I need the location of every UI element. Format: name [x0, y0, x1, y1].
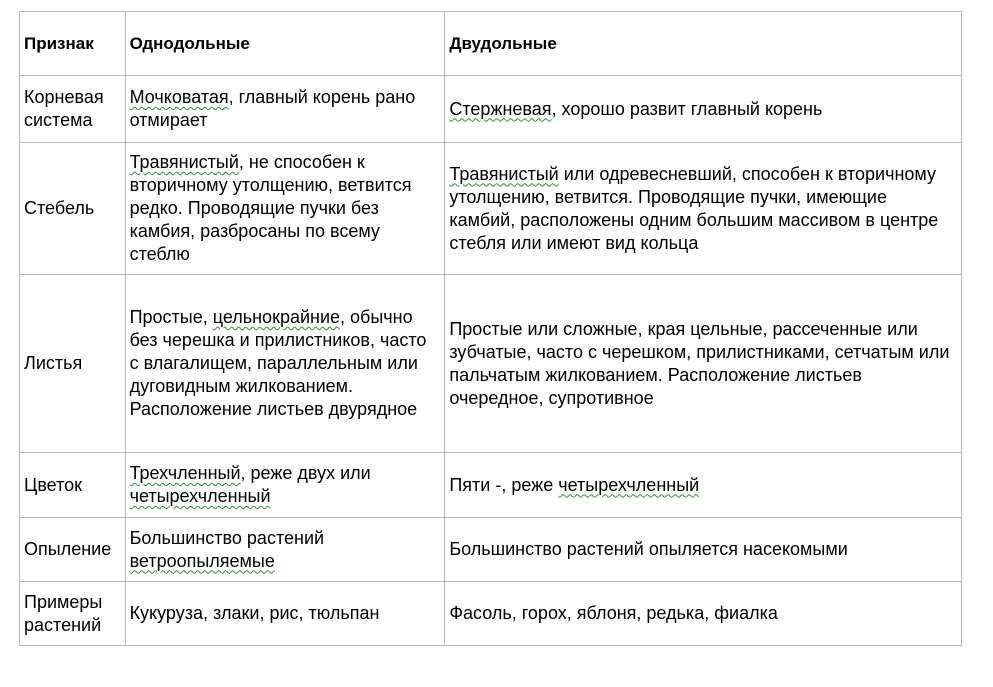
- spell-mark: четырехчленный: [558, 474, 700, 495]
- spell-mark: Мочковатая: [129, 87, 229, 107]
- dicot-cell: [445, 453, 962, 518]
- dicot-cell: [445, 143, 962, 275]
- spell-mark: Травянистый: [129, 152, 239, 172]
- spell-mark: цельнокрайние: [212, 307, 341, 327]
- cell-text: , главный корень рано отмирает: [129, 87, 416, 130]
- table-row: [20, 453, 962, 518]
- feature-cell: Цветок: [20, 453, 126, 518]
- table-row: [20, 582, 962, 646]
- feature-cell: Стебель: [20, 143, 126, 275]
- monocot-cell: [125, 518, 445, 582]
- spell-mark: ветроопыляемые: [129, 550, 275, 571]
- spell-mark: Травянистый: [449, 163, 559, 184]
- cell-text: , реже двух или: [240, 463, 371, 483]
- cell-text: , не способен к вторичному утолщению, ветвится редко. Проводящие пучки без камбия, разбросаны по всему стеблю: [129, 152, 412, 264]
- table-row: [20, 143, 962, 275]
- monocot-cell: [125, 143, 445, 275]
- spell-mark: Трехчленный: [129, 463, 241, 483]
- table-row: [20, 76, 962, 143]
- feature-cell: Примеры растений: [20, 582, 126, 646]
- monocot-cell: [125, 453, 445, 518]
- feature-cell: Листья: [20, 275, 126, 453]
- table-row: [20, 275, 962, 453]
- header-row: [20, 12, 962, 76]
- cell-text: или одревесневший, способен к вторичному утолщению, ветвится. Проводящие пучки, имеющие камбий, расположены одним большим массивом в центре стебля или имеют вид кольца: [449, 163, 939, 253]
- dicot-cell: Фасоль, горох, яблоня, редька, фиалка: [445, 582, 962, 646]
- table-row: [20, 518, 962, 582]
- monocot-cell: Кукуруза, злаки, рис, тюльпан: [125, 582, 445, 646]
- monocot-cell: [125, 76, 445, 143]
- cell-text: , обычно без черешка и прилистников, часто с влагалищем, параллельным или дуговидным жилкованием. Расположение листьев двурядное: [129, 307, 427, 419]
- comparison-table: [19, 11, 962, 646]
- cell-text: Простые,: [129, 307, 213, 327]
- header-feature: Признак: [20, 12, 126, 76]
- dicot-cell: Большинство растений опыляется насекомыми: [445, 518, 962, 582]
- cell-text: Большинство растений: [129, 527, 325, 548]
- feature-cell: Корневая система: [20, 76, 126, 143]
- monocot-cell: [125, 275, 445, 453]
- cell-text: , хорошо развит главный корень: [551, 98, 823, 119]
- dicot-cell: Простые или сложные, края цельные, рассеченные или зубчатые, часто с черешком, прилистниками, сетчатым или пальчатым жилкованием. Расположение листьев очередное, супротивное: [445, 275, 962, 453]
- dicot-cell: [445, 76, 962, 143]
- spell-mark: четырехчленный: [129, 486, 271, 506]
- header-dicots: Двудольные: [445, 12, 962, 76]
- cell-text: Пяти -, реже: [449, 474, 559, 495]
- spell-mark: Стержневая: [449, 98, 552, 119]
- feature-cell: Опыление: [20, 518, 126, 582]
- header-monocots: Однодольные: [125, 12, 445, 76]
